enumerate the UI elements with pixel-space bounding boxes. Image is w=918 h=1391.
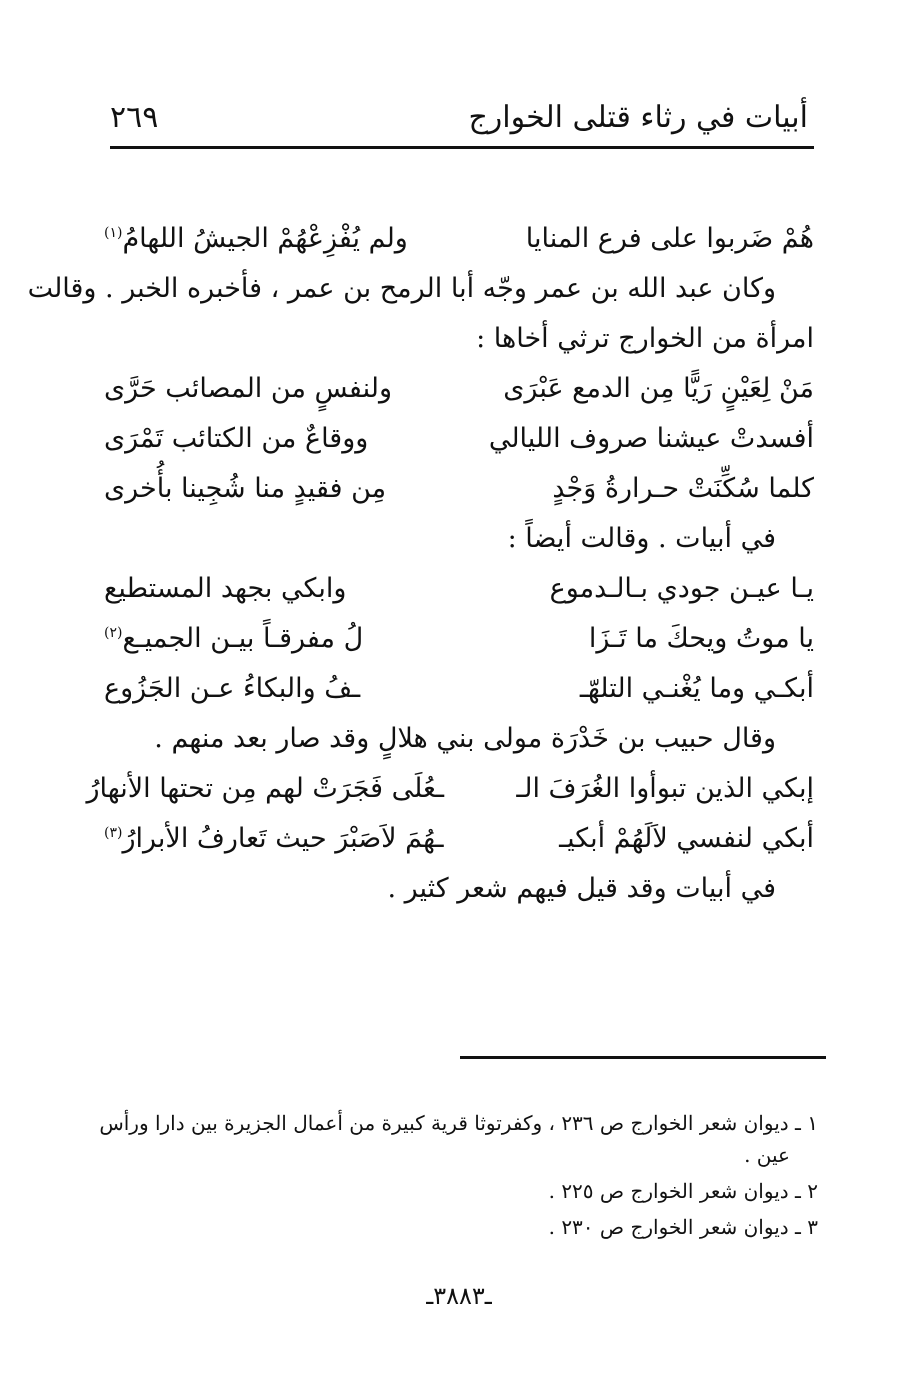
footnote-marker: (١)	[104, 225, 123, 241]
verse-first-half: كلما سُكِّنَتْ حـرارةُ وَجْدٍ	[552, 473, 814, 504]
verse-first-half: أبكـي وما يُغْنـي التلهّـ	[579, 673, 814, 704]
header-rule	[110, 146, 814, 149]
verse-line	[104, 814, 814, 864]
verse-second-half-text: ولم يُفْزِعْهُمْ الجيشُ اللهامُ	[122, 223, 408, 254]
prose-line: في أبيات . وقالت أيضاً :	[507, 523, 776, 554]
prose-line: وكان عبد الله بن عمر وجّه أبا الرمح بن عمر ، فأخبره الخبر . وقالت	[27, 273, 776, 304]
prose-line: في أبيات وقد قيل فيهم شعر كثير .	[387, 873, 776, 904]
footnote-item: ٣ ـ ديوان شعر الخوارج ص ٢٣٠ .	[548, 1215, 818, 1239]
prose-line: امرأة من الخوارج ترثي أخاها :	[476, 323, 814, 354]
verse-line	[104, 564, 814, 614]
verse-first-half: أفسدتْ عيشنا صروف الليالي	[488, 423, 814, 454]
verse-second-half	[104, 214, 444, 264]
verse-second-half: وابكي بجهد المستطيع	[104, 573, 347, 604]
footnote-rule	[460, 1056, 826, 1059]
verse-line	[104, 414, 814, 464]
verse-second-half: ـفُ والبكاءُ عـن الجَزُوع	[104, 673, 361, 704]
verse-line	[104, 364, 814, 414]
page-number: ٢٦٩	[110, 100, 159, 135]
verse-second-half: مِن فقيدٍ منا شُجِينا بأُخرى	[104, 473, 387, 504]
verse-second-half	[104, 614, 444, 664]
verse-line	[86, 764, 814, 814]
verse-second-half: ولنفسٍ من المصائب حَرَّى	[104, 373, 392, 404]
verse-second-half: ـعُلَى فَجَرَتْ لهم مِن تحتها الأنهارُ	[86, 773, 444, 804]
footnote-marker: (٣)	[104, 825, 123, 841]
verse-second-half-text: لُ مفرقـاً بيـن الجميـع	[122, 623, 364, 654]
verse-line	[104, 614, 814, 664]
verse-second-half	[104, 814, 444, 864]
prose-line: وقال حبيب بن خَدْرَة مولى بني هلالٍ وقد صار بعد منهم .	[154, 723, 776, 754]
verse-second-half-text: ـهُمَ لاَصَبْرَ حيث تَعارفُ الأبرارُ	[122, 823, 444, 854]
verse-first-half: هُمْ ضَربوا على فرع المنايا	[525, 223, 814, 254]
verse-first-half: مَنْ لِعَيْنٍ رَيًّا مِن الدمع عَبْرَى	[503, 373, 814, 404]
folio-number: ـ٣٨٨٣ـ	[426, 1282, 492, 1310]
verse-first-half: يا موتُ ويحكَ ما تَـزَا	[588, 623, 814, 654]
running-title: أبيات في رثاء قتلى الخوارج	[468, 100, 808, 135]
footnote-item: ١ ـ ديوان شعر الخوارج ص ٢٣٦ ، وكفرتوثا قرية كبيرة من أعمال الجزيرة بين دارا ورأس	[99, 1111, 818, 1135]
footnote-continuation: عين .	[744, 1143, 790, 1167]
footnote-item: ٢ ـ ديوان شعر الخوارج ص ٢٢٥ .	[548, 1179, 818, 1203]
footnotes	[99, 1108, 818, 1248]
verse-line	[104, 664, 814, 714]
verse-line	[104, 214, 814, 264]
verse-first-half: إبكي الذين تبوأوا الغُرَفَ الـ	[516, 773, 814, 804]
verse-first-half: يـا عيـن جودي بـالـدموع	[549, 573, 814, 604]
verse-second-half: ووقاعٌ من الكتائب تَمْرَى	[104, 423, 369, 454]
verse-line	[104, 464, 814, 514]
footnote-marker: (٢)	[104, 625, 123, 641]
body-text	[27, 214, 814, 914]
verse-first-half: أبكي لنفسي لاَلَهُمْ أبكيـ	[559, 823, 814, 854]
